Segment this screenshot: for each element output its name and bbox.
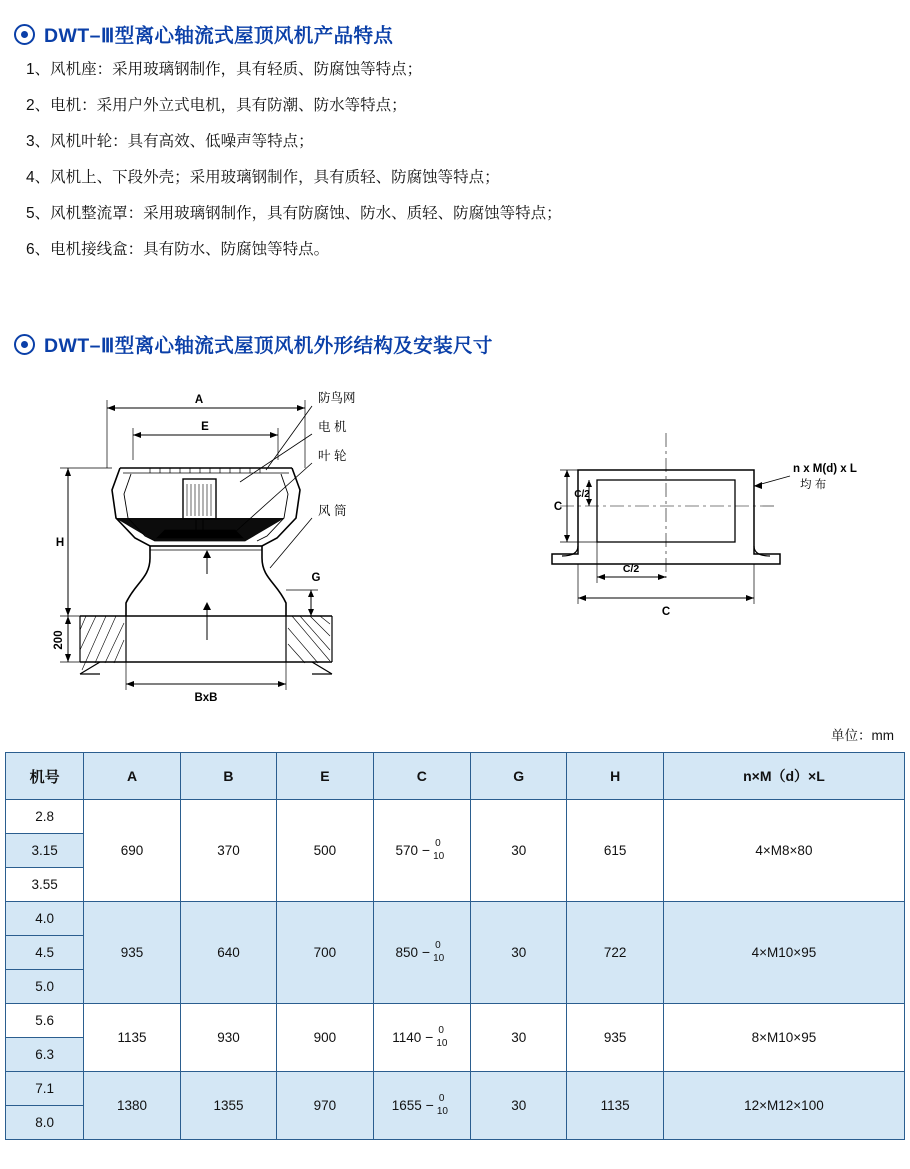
dimension-label-c2-vert: C/2 — [574, 489, 590, 500]
value-e: 500 — [277, 800, 373, 902]
section-heading-dimensions — [14, 330, 493, 358]
column-header-model: 机号 — [6, 753, 84, 800]
dimension-label-c2-horiz: C/2 — [622, 563, 640, 575]
value-bolts: 8×M10×95 — [663, 1004, 904, 1072]
value-c-tolerance: 0 10 — [433, 940, 445, 965]
list-item: 3、风机叶轮：具有高效、低噪声等特点； — [26, 133, 314, 150]
callout-duct: 风 筒 — [318, 504, 347, 518]
technical-drawing — [0, 378, 910, 718]
model-cell: 3.15 — [6, 834, 84, 868]
value-bolts: 4×M8×80 — [663, 800, 904, 902]
dimension-label-c-vert: C — [553, 501, 563, 513]
model-cell: 3.55 — [6, 868, 84, 902]
model-cell: 4.5 — [6, 936, 84, 970]
value-c: 1655 − 0 10 — [373, 1072, 470, 1140]
value-c-nominal: 570 — [395, 843, 419, 859]
model-cell: 7.1 — [6, 1072, 84, 1106]
value-bolts: 12×M12×100 — [663, 1072, 904, 1140]
model-cell: 2.8 — [6, 800, 84, 834]
list-item: 2、电机：采用户外立式电机，具有防潮、防水等特点； — [26, 97, 407, 114]
callout-birdnet: 防鸟网 — [318, 391, 356, 405]
value-e: 970 — [277, 1072, 373, 1140]
bullet-icon — [14, 24, 35, 45]
dimension-label-e: E — [201, 421, 209, 433]
value-c-nominal: 1655 — [391, 1098, 422, 1114]
callout-bolt-spec: n x M(d) x L — [793, 463, 857, 475]
section-heading-features-text: DWT–Ⅲ型离心轴流式屋顶风机产品特点 — [44, 25, 394, 47]
section-heading-features — [14, 20, 393, 48]
callout-impeller: 叶 轮 — [318, 449, 347, 463]
model-cell: 6.3 — [6, 1038, 84, 1072]
value-b: 930 — [180, 1004, 276, 1072]
dimension-label-a: A — [194, 394, 204, 406]
value-g: 30 — [471, 902, 567, 1004]
column-header-h: H — [567, 753, 663, 800]
table-row — [6, 1072, 905, 1106]
callout-motor: 电 机 — [318, 420, 347, 434]
value-h: 615 — [567, 800, 663, 902]
model-cell: 5.0 — [6, 970, 84, 1004]
dimension-label-200: 200 — [53, 630, 65, 650]
value-c: 1140 − 0 10 — [373, 1004, 470, 1072]
table-row — [6, 1004, 905, 1038]
value-g: 30 — [471, 1004, 567, 1072]
table-row — [6, 800, 905, 834]
value-bolts: 4×M10×95 — [663, 902, 904, 1004]
list-item: 4、风机上、下段外壳；采用玻璃钢制作，具有质轻、防腐蚀等特点； — [26, 169, 500, 186]
value-a: 1135 — [84, 1004, 180, 1072]
list-item: 6、电机接线盒：具有防水、防腐蚀等特点。 — [26, 241, 330, 258]
value-h: 935 — [567, 1004, 663, 1072]
value-h: 722 — [567, 902, 663, 1004]
table-header-row — [6, 753, 905, 800]
value-a: 935 — [84, 902, 180, 1004]
list-item: 1、风机座：采用玻璃钢制作，具有轻质、防腐蚀等特点； — [26, 61, 423, 78]
column-header-a: A — [84, 753, 180, 800]
table-row — [6, 902, 905, 936]
column-header-b: B — [180, 753, 276, 800]
model-cell: 8.0 — [6, 1106, 84, 1140]
column-header-bolts: n×M（d）×L — [663, 753, 904, 800]
unit-note: 单位：mm — [831, 728, 894, 743]
value-c: 850 − 0 10 — [373, 902, 470, 1004]
value-a: 690 — [84, 800, 180, 902]
value-c-tolerance: 0 10 — [433, 838, 445, 863]
section-heading-dimensions-text: DWT–Ⅲ型离心轴流式屋顶风机外形结构及安装尺寸 — [44, 335, 493, 357]
column-header-g: G — [471, 753, 567, 800]
value-g: 30 — [471, 1072, 567, 1140]
value-h: 1135 — [567, 1072, 663, 1140]
column-header-e: E — [277, 753, 373, 800]
value-c-tolerance: 0 10 — [436, 1025, 448, 1050]
value-b: 640 — [180, 902, 276, 1004]
specification-table — [5, 752, 905, 1140]
value-b: 370 — [180, 800, 276, 902]
value-e: 700 — [277, 902, 373, 1004]
value-e: 900 — [277, 1004, 373, 1072]
value-a: 1380 — [84, 1072, 180, 1140]
bullet-icon — [14, 334, 35, 355]
feature-list — [24, 62, 884, 278]
model-cell: 4.0 — [6, 902, 84, 936]
dimension-label-h: H — [55, 537, 65, 549]
dimension-label-c-horiz: C — [661, 606, 671, 618]
value-g: 30 — [471, 800, 567, 902]
callout-bolt-note: 均 布 — [800, 479, 827, 491]
dimension-label-bxb: BxB — [194, 692, 218, 704]
column-header-c: C — [373, 753, 470, 800]
value-c-tolerance: 0 10 — [436, 1093, 448, 1118]
dimension-label-g: G — [311, 572, 321, 584]
value-c: 570 − 0 10 — [373, 800, 470, 902]
value-c-nominal: 850 — [395, 945, 419, 961]
model-cell: 5.6 — [6, 1004, 84, 1038]
value-c-nominal: 1140 — [392, 1030, 422, 1046]
list-item: 5、风机整流罩：采用玻璃钢制作，具有防腐蚀、防水、质轻、防腐蚀等特点； — [26, 205, 562, 222]
value-b: 1355 — [180, 1072, 276, 1140]
